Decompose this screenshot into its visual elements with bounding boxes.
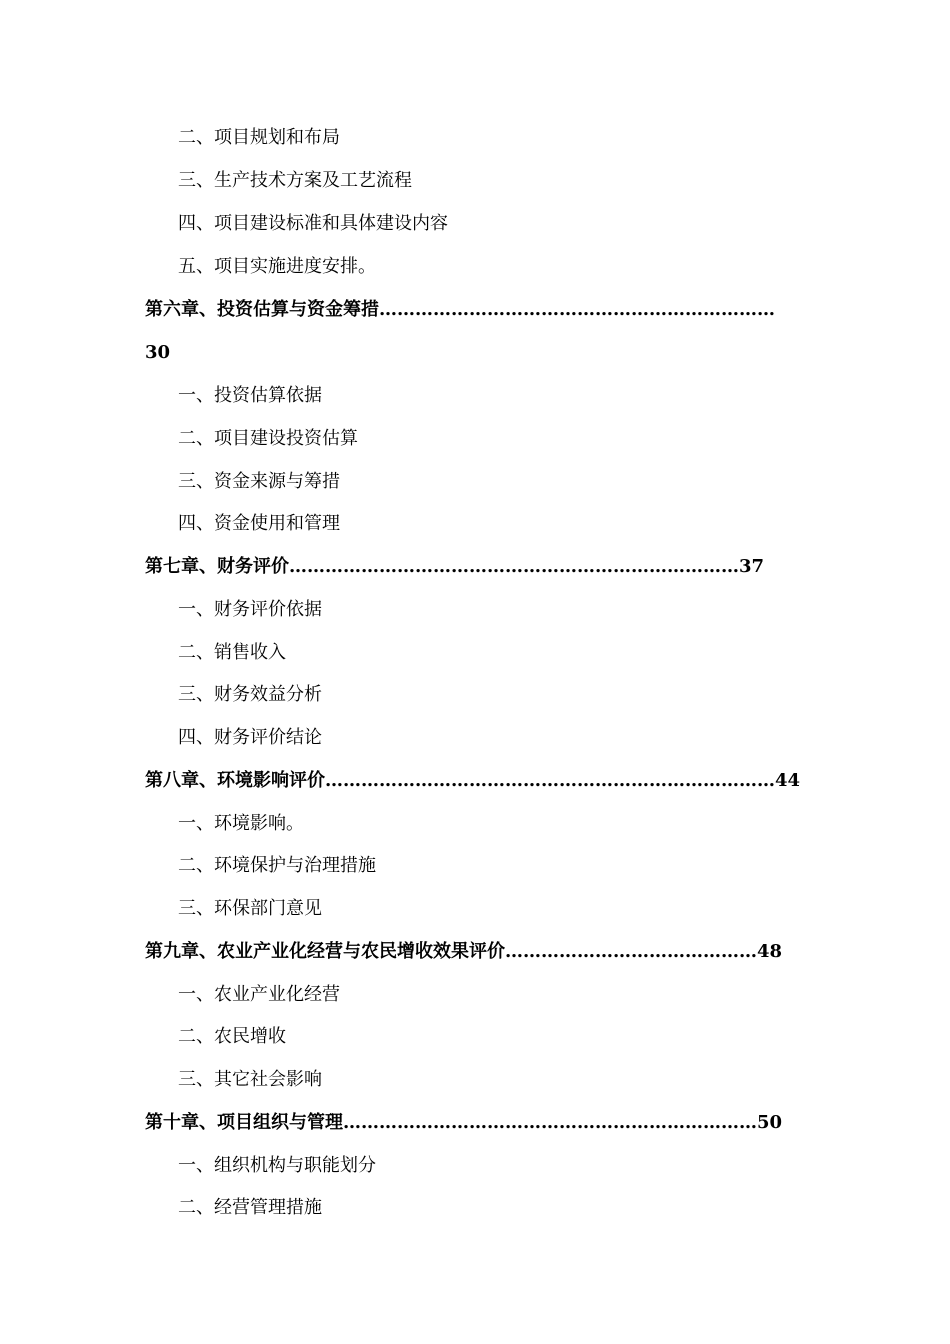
leader-dots: ………………………………………………………………… [325,770,775,791]
toc-entry: 三、环保部门意见 [178,898,322,919]
toc-entry: 一、农业产业化经营 [178,984,340,1005]
chapter-page-number: 44 [775,770,801,791]
chapter-page-number: 37 [739,556,765,577]
toc-entry: 四、资金使用和管理 [178,513,340,534]
toc-chapter-10 [145,1111,782,1135]
toc-chapter-8 [145,769,800,793]
toc-entry: 二、销售收入 [178,642,286,663]
toc-entry: 二、经营管理措施 [178,1197,322,1218]
toc-chapter-6 [145,298,775,322]
toc-entry: 三、其它社会影响 [178,1069,322,1090]
toc-entry: 二、农民增收 [178,1026,286,1047]
toc-entry: 一、组织机构与职能划分 [178,1155,376,1176]
toc-entry: 二、项目规划和布局 [178,127,340,148]
toc-entry: 二、环境保护与治理措施 [178,855,376,876]
chapter-title: 第六章、投资估算与资金筹措 [145,299,379,320]
toc-entry: 一、环境影响。 [178,813,304,834]
chapter-title: 第七章、财务评价 [145,556,289,577]
leader-dots: …………………………………… [505,941,757,962]
chapter-title: 第九章、农业产业化经营与农民增收效果评价 [145,941,505,962]
leader-dots: …………………………………………………………… [343,1112,757,1133]
toc-chapter-7 [145,555,764,579]
toc-entry: 一、投资估算依据 [178,385,322,406]
toc-entry: 三、生产技术方案及工艺流程 [178,170,412,191]
toc-entry: 四、财务评价结论 [178,727,322,748]
toc-entry: 五、项目实施进度安排。 [178,256,376,277]
chapter-page-number: 50 [757,1112,783,1133]
toc-entry: 一、财务评价依据 [178,599,322,620]
toc-chapter-9 [145,940,782,964]
toc-entry: 二、项目建设投资估算 [178,428,358,449]
toc-entry: 四、项目建设标准和具体建设内容 [178,213,448,234]
toc-entry: 三、资金来源与筹措 [178,471,340,492]
chapter-page-number: 48 [757,941,783,962]
chapter-title: 第十章、项目组织与管理 [145,1112,343,1133]
toc-entry: 三、财务效益分析 [178,684,322,705]
leader-dots: ………………………………………………………… [379,299,775,320]
chapter-page-number: 30 [145,342,171,363]
chapter-title: 第八章、环境影响评价 [145,770,325,791]
leader-dots: ………………………………………………………………… [289,556,739,577]
